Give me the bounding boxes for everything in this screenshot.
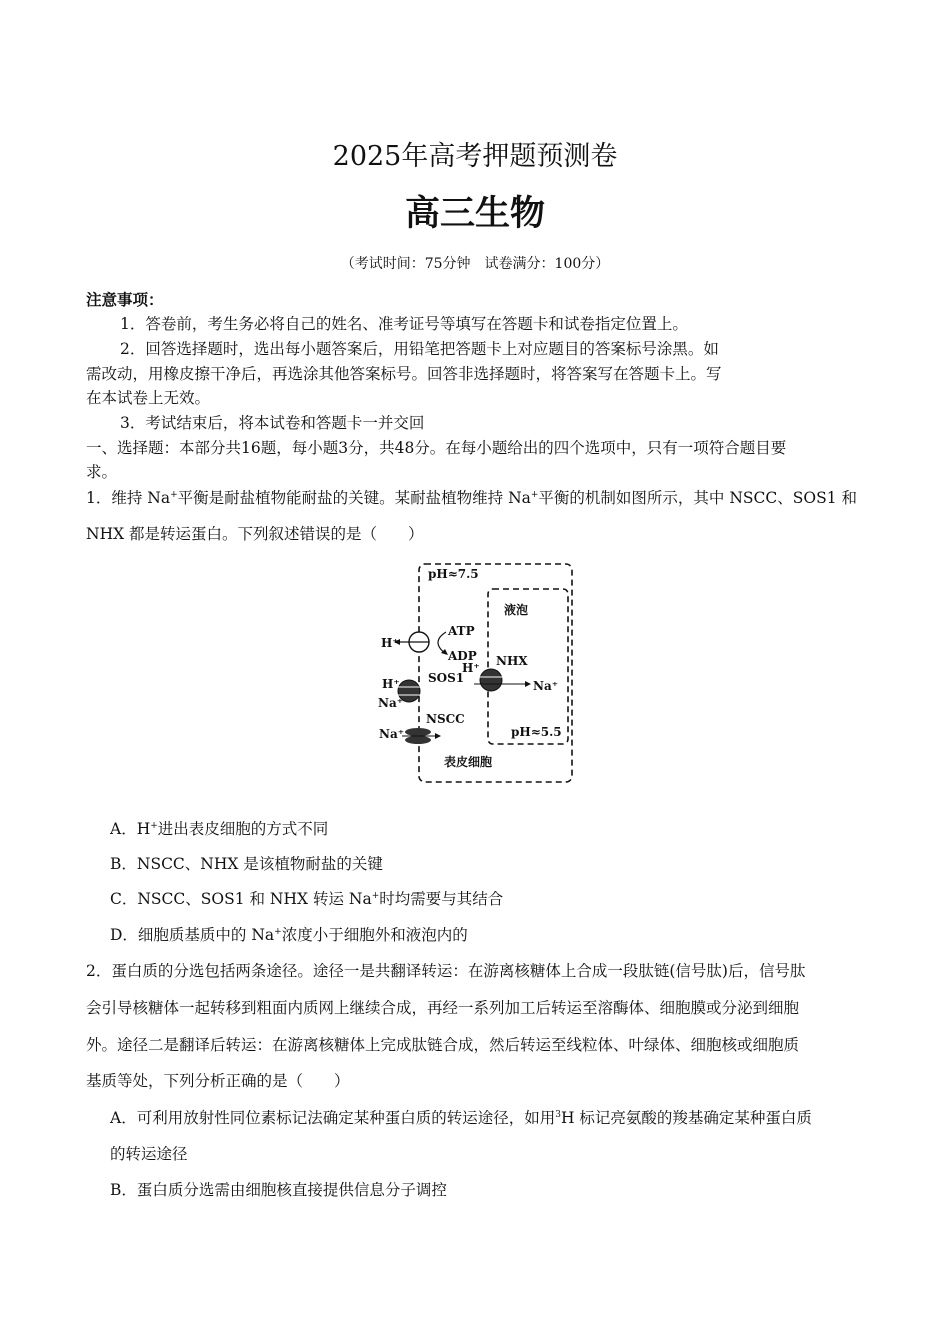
na-balance-diagram <box>376 556 576 788</box>
nhx-na-arrowhead <box>525 681 531 687</box>
na-plus-sos1-label: Na⁺ <box>378 696 404 710</box>
q2-stem-line-4: 基质等处，下列分析正确的是（ ） <box>86 1072 350 1090</box>
q1-stem-text-c: 平衡的机制如图所示，其中 NSCC、SOS1 和 <box>538 489 857 507</box>
q2-option-a-text-1: A．可利用放射性同位素标记法确定某种蛋白质的转运途径，如用 <box>110 1109 556 1127</box>
na-plus-nscc-label: Na⁺ <box>379 727 405 741</box>
q1-option-d-sup: + <box>274 926 282 937</box>
q1-stem-sup-2: + <box>530 489 539 500</box>
q1-stem-line-2: NHX 都是转运蛋白。下列叙述错误的是（ ） <box>86 525 424 543</box>
notice-item-2-line-2: 需改动，用橡皮擦干净后，再选涂其他答案标号。回答非选择题时，将答案写在答题卡上。写 <box>86 365 722 383</box>
q1-stem-text-a: 1．维持 Na <box>86 489 171 507</box>
q2-stem-line-1: 2．蛋白质的分选包括两条途径。途径一是共翻译转运：在游离核糖体上合成一段肽链(信号肽)后，信号肽 <box>86 962 806 980</box>
ph-outer-label: pH≈7.5 <box>428 567 479 581</box>
q2-option-a-sup: 3 <box>555 1109 561 1120</box>
q2-option-a-line-1 <box>110 1106 812 1131</box>
q1-option-a <box>110 817 328 842</box>
h-plus-nhx-label: H⁺ <box>462 661 480 675</box>
q2-option-a-line-2: 的转运途径 <box>110 1145 188 1163</box>
nhx-label: NHX <box>496 654 528 668</box>
notice-item-1: 1．答卷前，考生务必将自己的姓名、准考证号等填写在答题卡和试卷指定位置上。 <box>120 315 688 333</box>
vacuole-label: 液泡 <box>504 603 529 617</box>
nscc-label: NSCC <box>426 712 465 726</box>
h-plus-sos1-label: H⁺ <box>382 677 400 691</box>
q2-option-b: B．蛋白质分选需由细胞核直接提供信息分子调控 <box>110 1181 447 1199</box>
q1-stem-sup-1: + <box>170 489 178 500</box>
subject-title: 高三生物 <box>404 193 545 234</box>
nscc-channel-top-icon <box>405 728 431 736</box>
q1-option-d-text-2: 浓度小于细胞外和液泡内的 <box>281 926 468 944</box>
nscc-channel-bottom-icon <box>405 736 431 744</box>
q1-option-a-text-1: A．H <box>110 820 151 838</box>
q1-stem-text-b: 平衡是耐盐植物能耐盐的关键。某耐盐植物维持 Na <box>177 489 531 507</box>
notice-item-2-line-3: 在本试卷上无效。 <box>86 389 211 407</box>
notice-item-3: 3．考试结束后，将本试卷和答题卡一并交回 <box>120 414 425 432</box>
q1-option-a-text-2: 进出表皮细胞的方式不同 <box>157 820 329 838</box>
q1-option-b: B．NSCC、NHX 是该植物耐盐的关键 <box>110 855 383 873</box>
q1-stem-line-1 <box>86 486 857 511</box>
section-heading-line-2: 求。 <box>86 463 118 481</box>
q1-option-d-text-1: D．细胞质基质中的 Na <box>110 926 275 944</box>
adp-label: ADP <box>448 649 477 663</box>
q1-option-d <box>110 923 468 948</box>
ph-vacuole-label: pH≈5.5 <box>511 725 562 739</box>
nhx-transporter-icon <box>480 669 502 691</box>
q1-option-c-sup: + <box>371 890 380 901</box>
q2-stem-line-2: 会引导核糖体一起转移到粗面内质网上继续合成，再经一系列加工后转运至溶酶体、细胞膜或分泌到细胞 <box>86 999 800 1017</box>
epidermal-cell-label: 表皮细胞 <box>444 755 493 769</box>
q1-option-c-text-1: C．NSCC、SOS1 和 NHX 转运 Na <box>110 890 372 908</box>
h-plus-left-label: H⁺ <box>381 636 399 650</box>
q2-stem-line-3: 外。途径二是翻译后转运：在游离核糖体上完成肽链合成，然后转运至线粒体、叶绿体、细胞核或细胞质 <box>86 1036 800 1054</box>
exam-info: （考试时间：75分钟 试卷满分：100分） <box>340 256 610 272</box>
q2-option-a-text-2: H 标记亮氨酸的羧基确定某种蛋白质 <box>560 1109 812 1127</box>
exam-title: 2025年高考押题预测卷 <box>332 141 618 172</box>
atp-label: ATP <box>448 624 475 638</box>
q1-option-a-sup: + <box>150 820 158 831</box>
nscc-na-arrowhead <box>435 733 441 739</box>
notice-item-2-line-1: 2．回答选择题时，选出每小题答案后，用铅笔把答题卡上对应题目的答案标号涂黑。如 <box>120 340 719 358</box>
section-heading-line-1: 一、选择题：本部分共16题，每小题3分，共48分。在每小题给出的四个选项中，只有一项符合题目要 <box>86 439 787 457</box>
sos1-label: SOS1 <box>428 671 465 685</box>
na-plus-nhx-label: Na⁺ <box>533 679 559 693</box>
q1-option-c-text-2: 时均需要与其结合 <box>379 890 504 908</box>
notice-heading: 注意事项： <box>86 290 164 309</box>
q1-option-c <box>110 887 503 912</box>
